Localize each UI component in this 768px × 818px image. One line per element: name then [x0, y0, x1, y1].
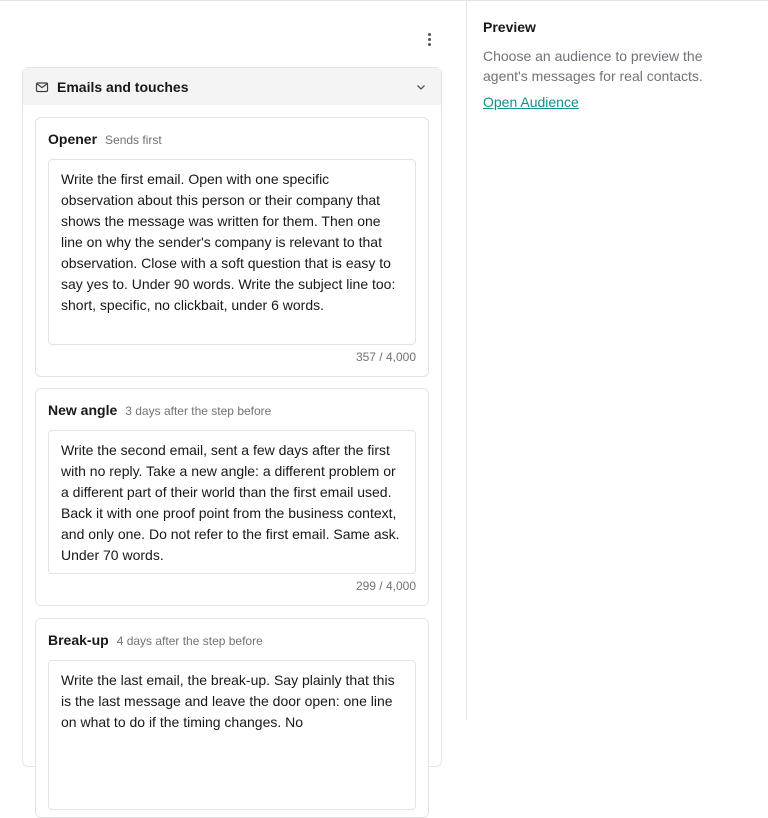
step-prompt-textarea[interactable]: Write the last email, the break-up. Say plainly that this is the last message and leave the door open: one line on what to do if the timing changes. No	[48, 660, 416, 810]
preview-pane	[466, 1, 768, 720]
open-audience-link[interactable]: Open Audience	[483, 94, 579, 110]
step-prompt-textarea[interactable]: Write the first email. Open with one specific observation about this person or their company that shows the message was written for them. Then one line on why the sender's company is relevant to that observation. Close with a soft question that is easy to say yes to. Under 90 words. Write the subject line too: short, specific, no clickbait, under 6 words.	[48, 159, 416, 345]
preview-title: Preview	[483, 19, 536, 35]
editor-pane	[0, 1, 466, 730]
character-count: 299 / 4,000	[355, 579, 416, 593]
step-name: Opener	[48, 131, 98, 147]
step-card-break-up	[35, 618, 429, 818]
section-title: Emails and touches	[57, 78, 189, 95]
emails-section	[22, 67, 442, 767]
character-count: 357 / 4,000	[355, 350, 416, 364]
more-vertical-icon[interactable]	[419, 29, 439, 49]
mail-icon	[35, 80, 49, 94]
step-timing: 4 days after the step before	[116, 634, 263, 648]
preview-description: Choose an audience to preview the agent's messages for real contacts.	[483, 48, 703, 84]
step-name: Break-up	[48, 632, 109, 648]
step-prompt-textarea[interactable]: Write the second email, sent a few days after the first with no reply. Take a new angle: a different problem or a different part of their world than the first email used. Back it with one proof point from the business context, and only one. Do not refer to the first email. Same ask. Under 70 words.	[48, 430, 416, 574]
step-card-new-angle	[35, 388, 429, 606]
step-card-opener	[35, 117, 429, 377]
step-name: New angle	[48, 402, 118, 418]
chevron-down-icon[interactable]	[414, 80, 428, 94]
emails-section-header[interactable]	[23, 68, 441, 105]
step-timing: Sends first	[105, 133, 162, 147]
step-timing: 3 days after the step before	[125, 404, 272, 418]
